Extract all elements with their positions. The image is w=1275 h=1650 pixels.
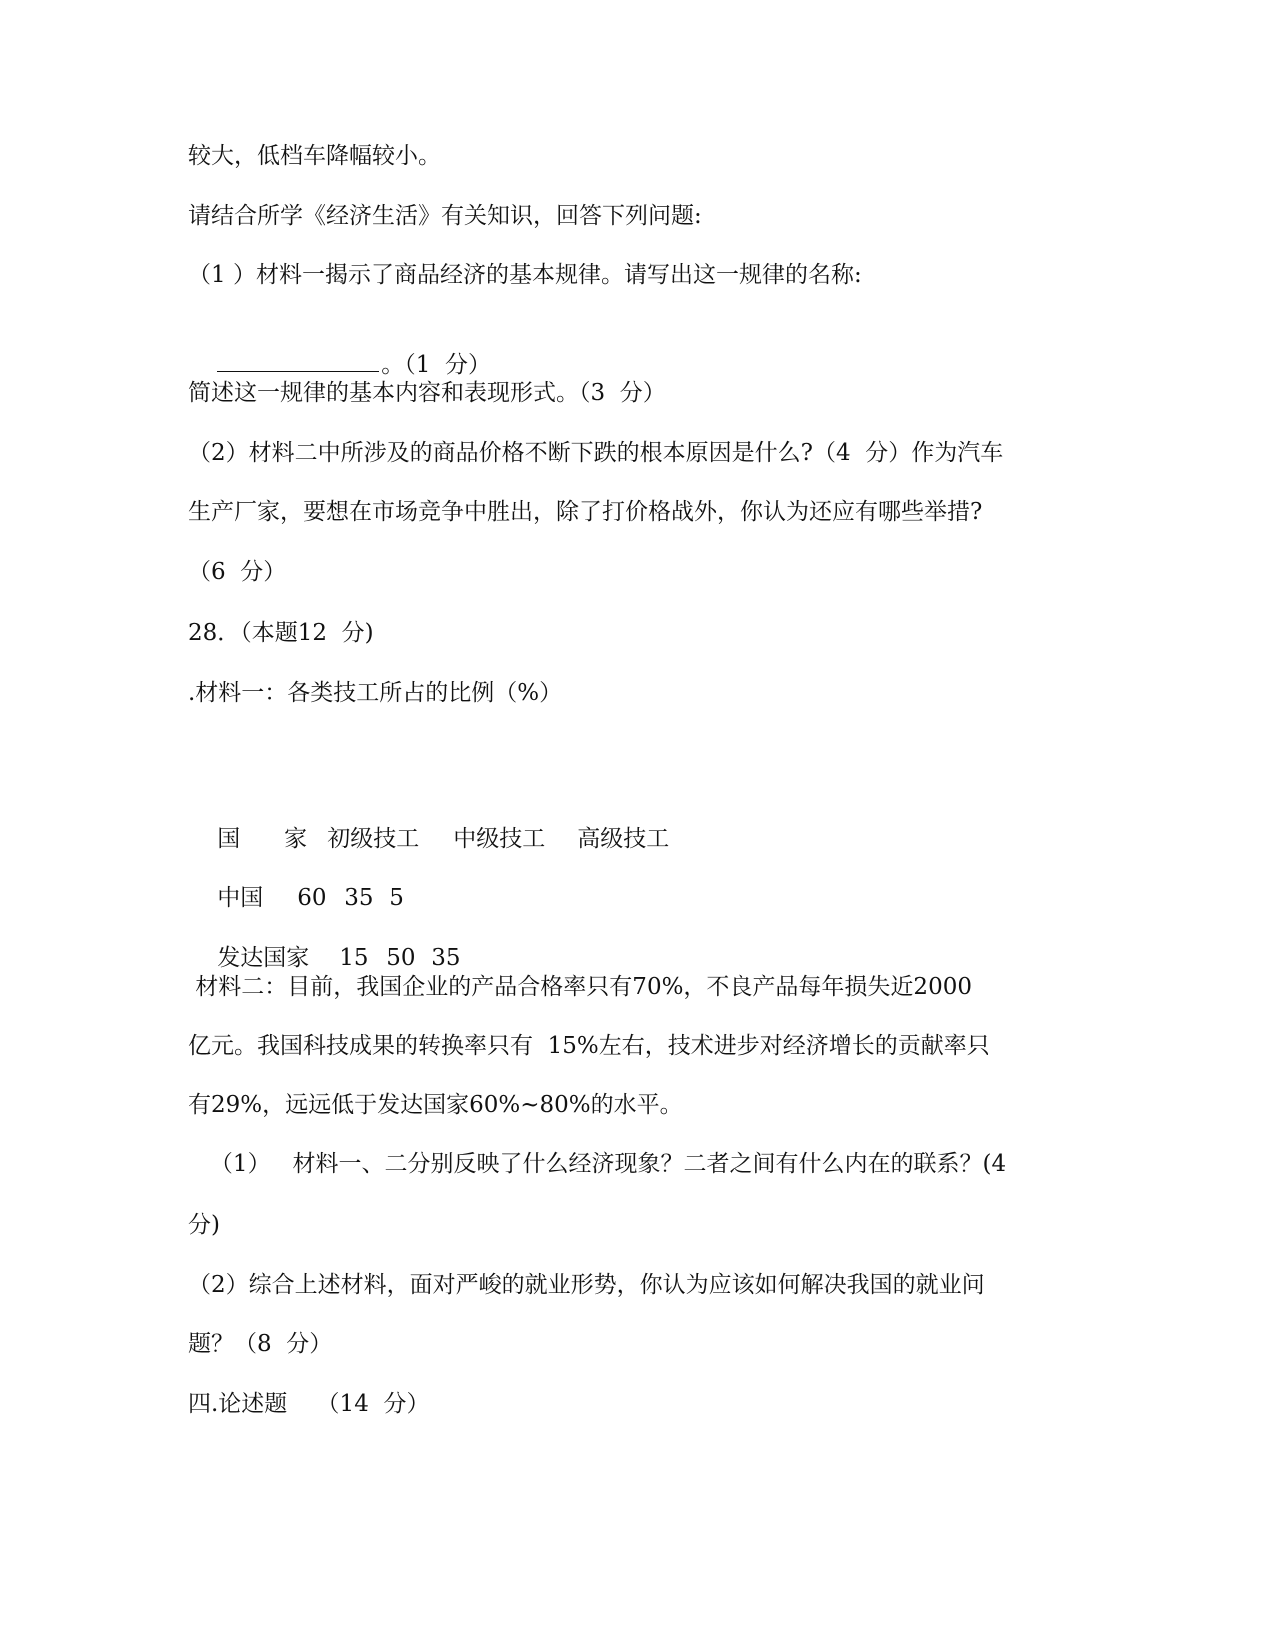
table-cell: 35 bbox=[431, 945, 461, 971]
table-header-cell: 高级技工 bbox=[577, 826, 670, 852]
score-note: 。（1 分） bbox=[381, 352, 492, 378]
text-line: 亿元。我国科技成果的转换率只有 15%左右，技术进步对经济增长的贡献率只 bbox=[188, 1033, 990, 1059]
table-header-cell: 初级技工 bbox=[327, 826, 420, 852]
text-line: 有29%，远远低于发达国家60%~80%的水平。 bbox=[188, 1092, 683, 1118]
table-header-cell: 中级技工 bbox=[453, 826, 546, 852]
question-1-line: （1 ）材料一揭示了商品经济的基本规律。请写出这一规律的名称: bbox=[188, 262, 862, 288]
table-cell: 发达国家 bbox=[217, 945, 310, 971]
material-1-title: .材料一：各类技工所占的比例（%） bbox=[188, 680, 563, 706]
text-line: 请结合所学《经济生活》有关知识，回答下列问题: bbox=[188, 203, 702, 229]
table-cell: 50 bbox=[386, 945, 416, 971]
text-line: 简述这一规律的基本内容和表现形式。（3 分） bbox=[188, 380, 666, 406]
text-line: 生产厂家，要想在市场竞争中胜出，除了打价格战外，你认为还应有哪些举措? bbox=[188, 499, 983, 525]
table-header-cell: 国 家 bbox=[217, 826, 308, 852]
answer-blank bbox=[217, 349, 379, 372]
material-2-line: 材料二：目前，我国企业的产品合格率只有70%，不良产品每年损失近2000 bbox=[188, 974, 972, 1000]
text-line: 分) bbox=[188, 1212, 220, 1238]
table-cell: 15 bbox=[339, 945, 369, 971]
text-line: 题？（8 分） bbox=[188, 1331, 333, 1357]
question-28-heading: 28．（本题12 分) bbox=[188, 620, 374, 646]
table-cell: 中国 bbox=[217, 885, 264, 911]
question-28-2-line: （2）综合上述材料，面对严峻的就业形势，你认为应该如何解决我国的就业问 bbox=[188, 1272, 985, 1298]
table-cell: 5 bbox=[389, 885, 404, 911]
section-four-heading: 四.论述题 （14 分） bbox=[188, 1391, 430, 1417]
table-cell: 35 bbox=[344, 885, 374, 911]
question-28-1-line: （1） 材料一、二分别反映了什么经济现象？二者之间有什么内在的联系？(4 bbox=[188, 1151, 1007, 1177]
text-line: 较大，低档车降幅较小。 bbox=[188, 143, 441, 169]
table-cell: 60 bbox=[297, 885, 327, 911]
text-line: （6 分） bbox=[188, 559, 287, 585]
question-2-line: （2）材料二中所涉及的商品价格不断下跌的根本原因是什么?（4 分）作为汽车 bbox=[188, 440, 1004, 466]
